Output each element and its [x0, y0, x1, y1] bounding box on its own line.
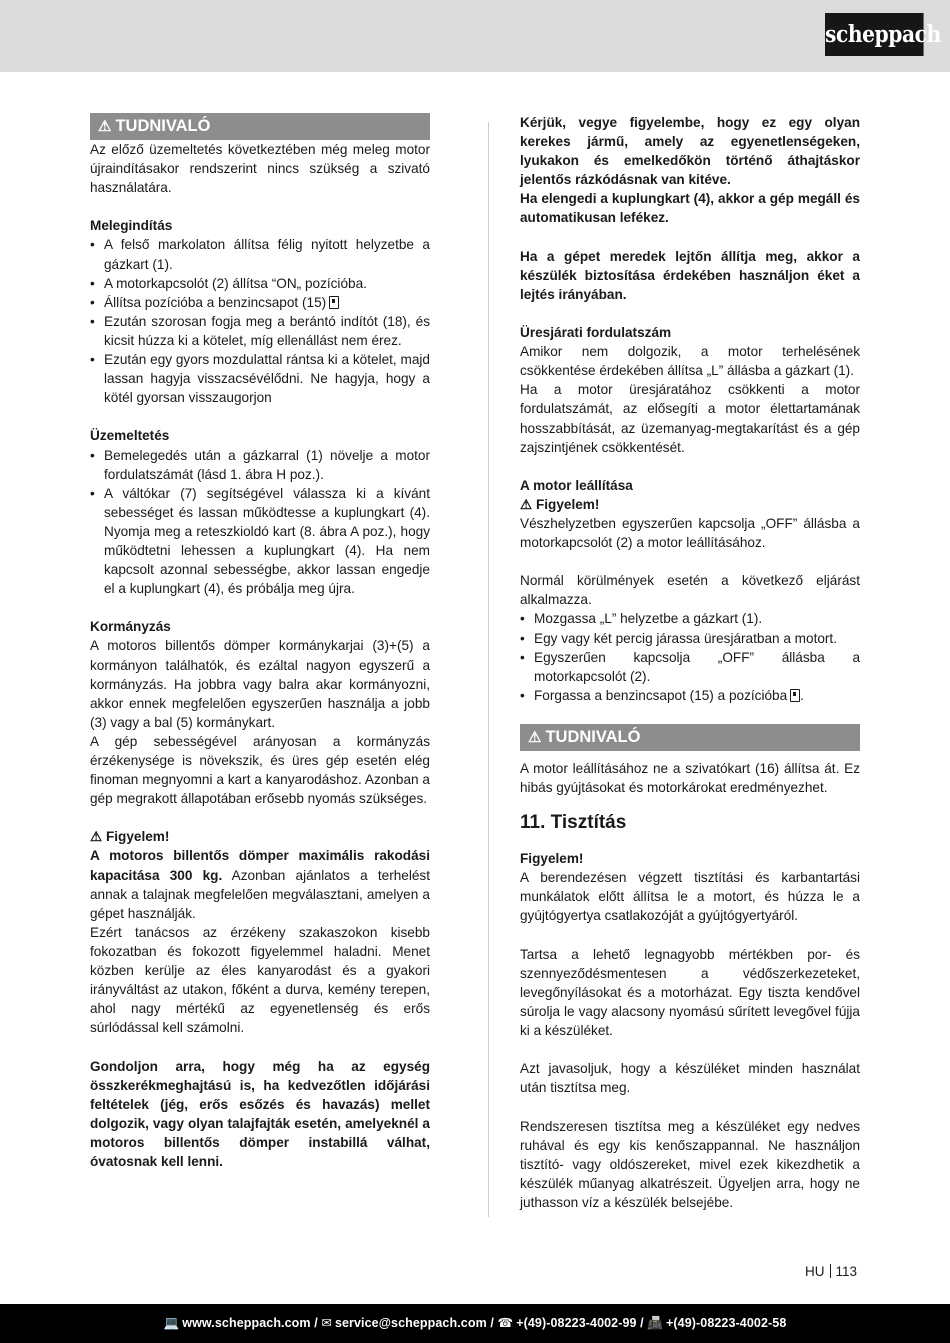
left-column	[90, 113, 430, 1171]
paragraph: Ha a gépet meredek lejtőn állítja meg, akkor a készülék biztosítása érdekében használjon éket a lejtés irányában.	[520, 248, 860, 302]
header-bar	[0, 0, 950, 72]
right-column	[520, 113, 860, 1212]
paragraph: A motoros billentős dömper kormánykarjai (3)+(5) a kormányon találhatók, és ezáltal nagyon egyszerű a kormányzás. Ha jobbra vagy balra akar kormányozni, akkor ennek megfelelően egyszerűen használja a jobb (3) vagy a bal (5) kormánykart.	[90, 638, 430, 730]
list-item: • Egyszerűen kapcsolja „OFF” állásba a motorkapcsolót (2).	[520, 648, 860, 686]
paragraph: Azt javasoljuk, hogy a készüléket minden használat után tisztítsa meg.	[520, 1061, 860, 1096]
paragraph: A gép sebességével arányosan a kormányzás érzékenysége is növekszik, és üres gép esetén elég finoman megnyomni a kart a kanyarodáshoz. Azonban a gép megrakott állapotában erősebb nyomás szükséges.	[90, 733, 430, 807]
footer-email[interactable]: service@scheppach.com	[334, 1316, 487, 1330]
warning-icon: ⚠	[520, 496, 533, 512]
paragraph: Amikor nem dolgozik, a motor terhelésének csökkentése érdekében állítsa „L” állásba a gázkart (1).	[520, 344, 860, 379]
list-item: • Állítsa pozícióba a benzincsapot (15)	[90, 293, 430, 312]
fuel-valve-icon	[329, 296, 339, 309]
notice-box	[520, 724, 860, 751]
section-heading: Kormányzás	[90, 619, 171, 635]
paragraph: Gondoljon arra, hogy még ha az egység összkerékmeghajtású is, ha kedvezőtlen időjárási feltételek (jég, erős esőzés és havazás) mellet dolgozik, vagy olyan talajfajták esetén, amelyeknél a motoros billentős dömper instabillá válhat, óvatosnak kell lenni.	[90, 1058, 430, 1169]
phone-icon: ☎	[497, 1316, 514, 1330]
list-item: • Egy vagy két percig járassa üresjáratban a motort.	[520, 629, 860, 648]
list-item: • A motorkapcsolót (2) állítsa “ON„ pozícióba.	[90, 274, 430, 293]
paragraph: A berendezésen végzett tisztítási és karbantartási munkálatok előtt állítsa le a motort, és húzza le a gyújtógyertya csatlakozóját a gyújtógyertyáról.	[520, 870, 860, 924]
brand-logo: scheppach	[825, 13, 924, 56]
warning-heading: ⚠ Figyelem!	[90, 829, 170, 845]
list-item: • Mozgassa „L” helyzetbe a gázkart (1).	[520, 609, 860, 628]
footer-phone: +(49)-08223-4002-99	[516, 1316, 637, 1330]
paragraph: Ha a motor üresjáratához csökkenti a motor fordulatszámát, az elősegíti a motor élettartamának hosszabbítását, az üzemanyag-megtakarítást és a gép zajszintjének csökkentését.	[520, 382, 860, 455]
operation-list	[90, 446, 430, 599]
fax-icon: 📠	[647, 1316, 663, 1330]
warning-heading: ⚠ Figyelem!	[520, 496, 600, 512]
warning-icon: ⚠	[90, 829, 103, 845]
section-title: 11. Tisztítás	[520, 812, 627, 834]
paragraph: Vészhelyzetben egyszerűen kapcsolja „OFF” állásba a motorkapcsolót (2) a motor leállításához.	[520, 515, 860, 551]
notice-title: TUDNIVALÓ	[115, 117, 211, 135]
list-item: • Bemelegedés után a gázkarral (1) növelje a motor fordulatszámát (lásd 1. ábra H poz.).	[90, 446, 430, 484]
footer-fax: +(49)-08223-4002-58	[665, 1316, 787, 1330]
list-item: • Ezután egy gyors mozdulattal rántsa ki a kötelet, majd lassan hagyja visszacsévélődni. Ne hagyja, hogy a kötél gyorsan visszaugorjon	[90, 350, 430, 407]
page-number: HU 113	[805, 1264, 858, 1279]
section-heading: Figyelem!	[520, 851, 584, 867]
paragraph: Rendszeresen tisztítsa meg a készüléket egy nedves ruhával és egy kis kenőszappannal. Ne használjon tisztító- vagy oldószereket, mivel ezek kikezdhetik a készülék műanyag alkatrészeit. Ügyeljen arra, hogy ne juthasson víz a készülék belsejébe.	[520, 1118, 860, 1210]
section-heading: Üresjárati fordulatszám	[520, 325, 672, 341]
notice-box	[90, 113, 430, 140]
notice-text: Az előző üzemeltetés következtében még meleg motor újraindításakor rendszerint nincs szükség a szivató használatára.	[90, 142, 430, 196]
section-heading: Melegindítás	[90, 218, 173, 234]
list-item: • A váltókar (7) segítségével válassza ki a kívánt sebességet és lassan működtesse a kuplungkart (4). Nyomja meg a reteszkioldó kart (8. ábra A poz.), hogy működtetni lehessen a kuplungkart (4). Ha nem kapcsolt azonnal sebességbe, akkor lassan engedje el a kuplungkart (4), és próbálja meg újra.	[90, 484, 430, 599]
paragraph: Ha elengedi a kuplungkart (4), akkor a gép megáll és automatikusan lefékez.	[520, 191, 860, 226]
notice-text: A motor leállításához ne a szivatókart (16) állítsa át. Ez hibás gyújtásokat és motorkárokat eredményezhet.	[520, 761, 860, 796]
paragraph: Kérjük, vegye figyelembe, hogy ez egy olyan kerekes jármű, amely az egyenetlenségeken, lyukakon és emelkedőkön történő áthajtáskor jelentős rázkódásnak van kitéve.	[520, 115, 860, 188]
warning-icon: ⚠	[528, 729, 542, 746]
warning-icon: ⚠	[98, 118, 112, 135]
warm-start-list	[90, 235, 430, 407]
fuel-valve-icon	[790, 689, 800, 702]
list-item: • A felső markolaton állítsa félig nyitott helyzetbe a gázkart (1).	[90, 235, 430, 273]
column-divider	[488, 122, 489, 1217]
computer-icon: 💻	[163, 1316, 180, 1330]
footer-website[interactable]: www.scheppach.com	[182, 1316, 311, 1330]
paragraph: Ezért tanácsos az érzékeny szakaszokon kisebb fokozatban és fokozott figyelemmel haladni. Menet közben kerülje az éles kanyarodást és a gyakori irányváltást az utakon, főként a durva, kemény terepen, ahol nagy mértékű az egyenetlenség és erős súrlódással kell számolni.	[90, 924, 430, 1036]
paragraph: A motoros billentős dömper maximális rakodási kapacitása 300 kg. Azonban ajánlatos a terhelést annak a talajnak megfelelően megválasztani, amelyen a gépet használják.	[90, 848, 431, 921]
stop-list	[520, 609, 860, 704]
list-item: • Forgassa a benzincsapot (15) a pozícióba .	[520, 686, 860, 705]
list-item: • Ezután szorosan fogja meg a berántó indítót (18), és kicsit húzza ki a kötelet, míg ellenállást nem érez.	[90, 312, 430, 350]
section-heading: Üzemeltetés	[90, 428, 170, 444]
email-icon: ✉	[321, 1316, 332, 1330]
paragraph: Tartsa a lehető legnagyobb mértékben por- és szennyeződésmentesen a védőszerkezeteket, levegőnyílásokat és a motorházat. Egy tiszta kendővel súrolja le vagy alacsony nyomású sűrített levegővel fújja ki a készüléket.	[520, 946, 860, 1039]
paragraph: Normál körülmények esetén a következő eljárást alkalmazza.	[520, 573, 860, 608]
section-heading: A motor leállítása	[520, 477, 633, 493]
footer-bar: 💻 www.scheppach.com / ✉ service@scheppach.com / ☎ +(49)-08223-4002-99 / 📠 +(49)-08223-4002-58	[0, 1304, 950, 1343]
notice-title: TUDNIVALÓ	[545, 728, 641, 746]
